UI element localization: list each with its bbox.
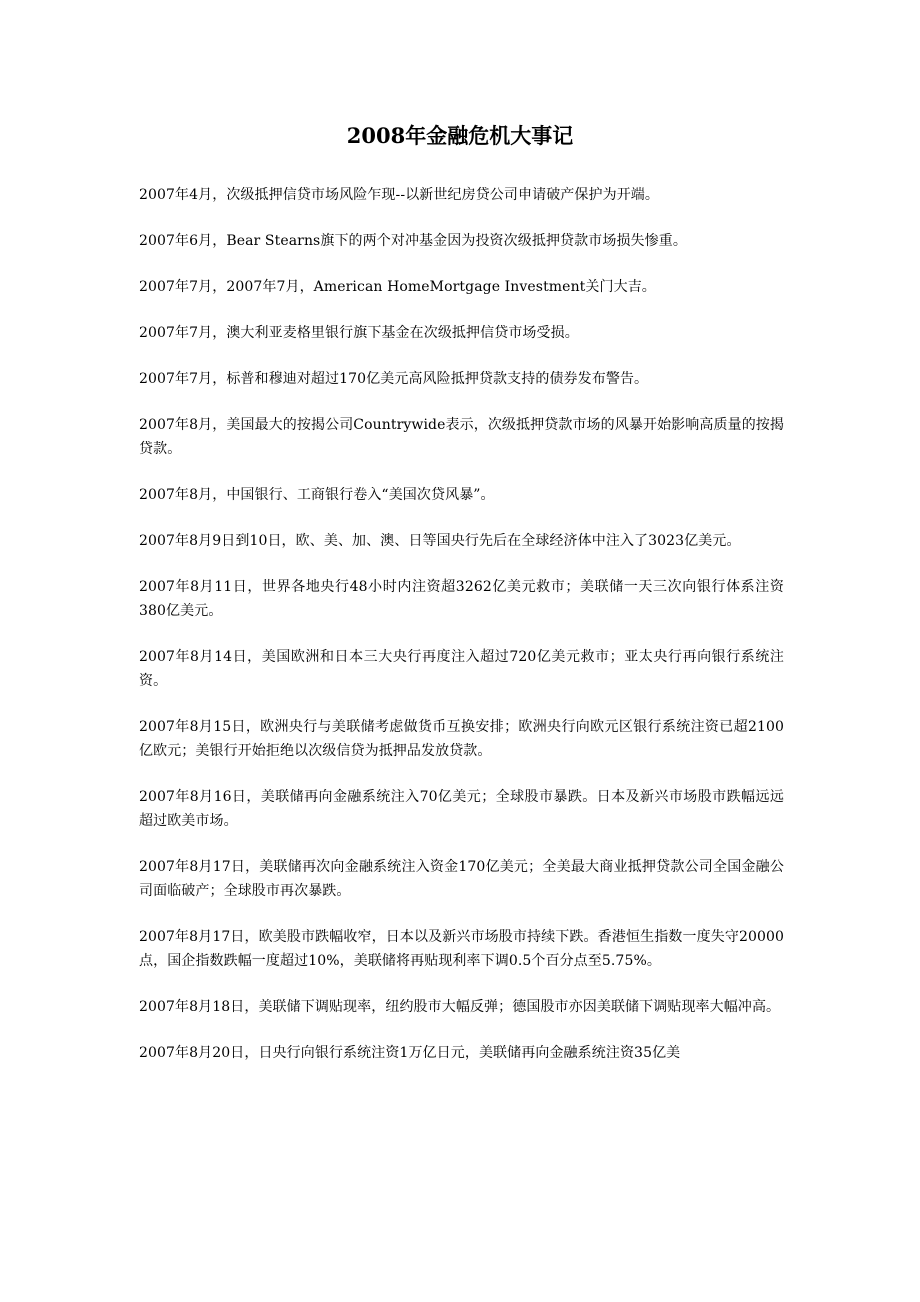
timeline-entry: 2007年6月，Bear Stearns旗下的两个对冲基金因为投资次级抵押贷款市场损失惨重。 xyxy=(139,233,687,249)
timeline-entry: 2007年8月17日，美联储再次向金融系统注入资金170亿美元；全美最大商业抵押贷款公司全国金融公司面临破产；全球股市再次暴跌。 xyxy=(139,859,784,899)
timeline-entry: 2007年8月18日，美联储下调贴现率，纽约股市大幅反弹；德国股市亦因美联储下调贴现率大幅冲高。 xyxy=(139,999,781,1015)
timeline-entry: 2007年8月17日，欧美股市跌幅收窄，日本以及新兴市场股市持续下跌。香港恒生指数一度失守20000点，国企指数跌幅一度超过10%，美联储将再贴现利率下调0.5个百分点至5.75%。 xyxy=(139,929,784,969)
timeline-entry: 2007年8月16日，美联储再向金融系统注入70亿美元；全球股市暴跌。日本及新兴市场股市跌幅远远超过欧美市场。 xyxy=(139,789,784,829)
timeline-entry: 2007年8月15日，欧洲央行与美联储考虑做货币互换安排；欧洲央行向欧元区银行系统注资已超2100亿欧元；美银行开始拒绝以次级信贷为抵押品发放贷款。 xyxy=(139,719,784,759)
timeline-entry: 2007年8月，中国银行、工商银行卷入“美国次贷风暴”。 xyxy=(139,487,495,503)
timeline-entry: 2007年4月，次级抵押信贷市场风险乍现--以新世纪房贷公司申请破产保护为开端。 xyxy=(139,187,659,203)
timeline-entries xyxy=(139,183,784,1087)
timeline-entry: 2007年7月，2007年7月，American HomeMortgage Investment关门大吉。 xyxy=(139,279,656,295)
document-title: 2008年金融危机大事记 xyxy=(346,123,574,148)
timeline-entry: 2007年7月，澳大利亚麦格里银行旗下基金在次级抵押信贷市场受损。 xyxy=(139,325,579,341)
timeline-entry: 2007年8月9日到10日，欧、美、加、澳、日等国央行先后在全球经济体中注入了3023亿美元。 xyxy=(139,533,741,549)
timeline-entry: 2007年8月20日，日央行向银行系统注资1万亿日元，美联储再向金融系统注资35亿美 xyxy=(139,1045,681,1061)
timeline-entry: 2007年8月，美国最大的按揭公司Countrywide表示，次级抵押贷款市场的风暴开始影响高质量的按揭贷款。 xyxy=(139,417,784,457)
timeline-entry: 2007年8月11日，世界各地央行48小时内注资超3262亿美元救市；美联储一天三次向银行体系注资380亿美元。 xyxy=(139,579,784,619)
timeline-entry: 2007年8月14日，美国欧洲和日本三大央行再度注入超过720亿美元救市；亚太央行再向银行系统注资。 xyxy=(139,649,784,689)
timeline-entry: 2007年7月，标普和穆迪对超过170亿美元高风险抵押贷款支持的债券发布警告。 xyxy=(139,371,649,387)
